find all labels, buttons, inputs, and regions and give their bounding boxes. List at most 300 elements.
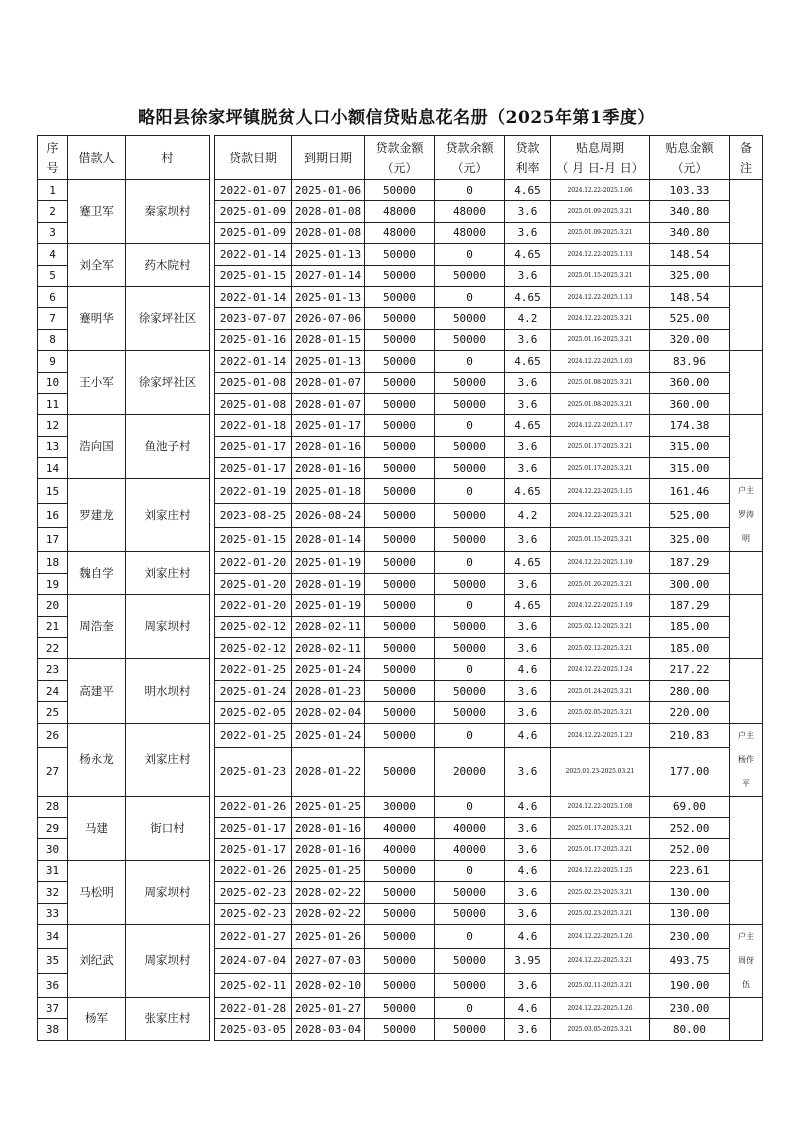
note-cell (730, 723, 763, 796)
loan-date-cell: 2025-02-11 (215, 973, 292, 997)
period-cell: 2024.12.22-2025.3.21 (551, 308, 650, 329)
amount-cell: 50000 (365, 372, 435, 393)
due-date-cell: 2025-01-25 (292, 796, 365, 817)
seq-cell: 16 (38, 503, 68, 527)
amount-cell: 50000 (365, 436, 435, 457)
subsidy-cell: 130.00 (650, 903, 730, 924)
balance-cell: 50000 (435, 573, 505, 594)
amount-cell: 50000 (365, 573, 435, 594)
village-cell: 鱼池子村 (126, 415, 210, 479)
loan-date-cell: 2025-01-15 (215, 528, 292, 552)
balance-cell: 50000 (435, 882, 505, 903)
amount-cell: 48000 (365, 201, 435, 222)
seq-cell: 17 (38, 528, 68, 552)
amount-cell: 50000 (365, 949, 435, 973)
subsidy-roster-table (37, 135, 763, 1041)
balance-cell: 0 (435, 723, 505, 748)
loan-date-cell: 2025-01-17 (215, 458, 292, 479)
subsidy-cell: 325.00 (650, 528, 730, 552)
loan-date-cell: 2025-01-09 (215, 222, 292, 243)
table-row (38, 180, 763, 201)
seq-cell: 14 (38, 458, 68, 479)
borrower-cell: 马松明 (68, 860, 126, 924)
loan-date-cell: 2022-01-26 (215, 796, 292, 817)
period-cell: 2024.12.22-2025.1.23 (551, 723, 650, 748)
amount-cell: 50000 (365, 393, 435, 414)
period-cell: 2025.01.17-2025.3.21 (551, 817, 650, 838)
note-cell (730, 286, 763, 350)
seq-cell: 15 (38, 479, 68, 503)
loan-date-cell: 2022-01-20 (215, 595, 292, 616)
amount-cell: 40000 (365, 817, 435, 838)
borrower-cell: 高建平 (68, 659, 126, 723)
seq-cell: 9 (38, 351, 68, 372)
village-cell: 刘家庄村 (126, 723, 210, 796)
header-subsidy: 贴息金额 （元） (650, 136, 730, 180)
amount-cell: 50000 (365, 458, 435, 479)
period-cell: 2025.01.23-2025.03.21 (551, 748, 650, 796)
due-date-cell: 2028-01-14 (292, 528, 365, 552)
rate-cell: 3.6 (505, 817, 551, 838)
rate-cell: 4.2 (505, 308, 551, 329)
period-cell: 2024.12.22-2025.1.15 (551, 479, 650, 503)
rate-cell: 3.6 (505, 201, 551, 222)
note-cell (730, 860, 763, 924)
balance-cell: 50000 (435, 308, 505, 329)
subsidy-cell: 300.00 (650, 573, 730, 594)
subsidy-cell: 148.54 (650, 286, 730, 307)
balance-cell: 50000 (435, 638, 505, 659)
village-cell: 刘家庄村 (126, 552, 210, 595)
subsidy-cell: 325.00 (650, 265, 730, 286)
balance-cell: 0 (435, 860, 505, 881)
balance-cell: 0 (435, 180, 505, 201)
rate-cell: 4.65 (505, 180, 551, 201)
header-village: 村 (126, 136, 210, 180)
due-date-cell: 2028-01-16 (292, 839, 365, 860)
seq-cell: 20 (38, 595, 68, 616)
due-date-cell: 2025-01-24 (292, 723, 365, 748)
village-cell: 周家坝村 (126, 860, 210, 924)
table-row (38, 595, 763, 616)
table-row (38, 286, 763, 307)
seq-cell: 13 (38, 436, 68, 457)
note-line: 明 (742, 534, 750, 544)
loan-date-cell: 2025-03-05 (215, 1019, 292, 1040)
subsidy-cell: 230.00 (650, 997, 730, 1018)
due-date-cell: 2025-01-19 (292, 552, 365, 573)
subsidy-cell: 210.83 (650, 723, 730, 748)
loan-date-cell: 2025-02-23 (215, 903, 292, 924)
amount-cell: 40000 (365, 839, 435, 860)
period-cell: 2024.12.22-2025.1.26 (551, 924, 650, 948)
period-cell: 2025.02.12-2025.3.21 (551, 616, 650, 637)
due-date-cell: 2026-07-06 (292, 308, 365, 329)
village-cell: 徐家坪社区 (126, 351, 210, 415)
amount-cell: 50000 (365, 659, 435, 680)
seq-cell: 31 (38, 860, 68, 881)
balance-cell: 0 (435, 286, 505, 307)
period-cell: 2025.01.15-2025.3.21 (551, 528, 650, 552)
seq-cell: 35 (38, 949, 68, 973)
loan-date-cell: 2022-01-14 (215, 351, 292, 372)
seq-cell: 26 (38, 723, 68, 748)
due-date-cell: 2028-01-15 (292, 329, 365, 350)
subsidy-cell: 69.00 (650, 796, 730, 817)
due-date-cell: 2028-01-08 (292, 201, 365, 222)
seq-cell: 24 (38, 680, 68, 701)
loan-date-cell: 2022-01-20 (215, 552, 292, 573)
due-date-cell: 2028-03-04 (292, 1019, 365, 1040)
village-cell: 街口村 (126, 796, 210, 860)
loan-date-cell: 2025-02-05 (215, 702, 292, 723)
rate-cell: 4.65 (505, 479, 551, 503)
balance-cell: 50000 (435, 680, 505, 701)
seq-cell: 10 (38, 372, 68, 393)
period-cell: 2025.01.15-2025.3.21 (551, 265, 650, 286)
balance-cell: 50000 (435, 702, 505, 723)
balance-cell: 0 (435, 997, 505, 1018)
note-line: 户主 (738, 931, 754, 941)
rate-cell: 3.6 (505, 329, 551, 350)
period-cell: 2024.12.22-2025.1.08 (551, 796, 650, 817)
balance-cell: 40000 (435, 817, 505, 838)
rate-cell: 4.65 (505, 351, 551, 372)
rate-cell: 3.6 (505, 748, 551, 796)
due-date-cell: 2028-02-04 (292, 702, 365, 723)
period-cell: 2025.01.20-2025.3.21 (551, 573, 650, 594)
seq-cell: 30 (38, 839, 68, 860)
loan-date-cell: 2022-01-27 (215, 924, 292, 948)
period-cell: 2025.01.17-2025.3.21 (551, 458, 650, 479)
borrower-cell: 王小军 (68, 351, 126, 415)
borrower-cell: 蹇明华 (68, 286, 126, 350)
due-date-cell: 2028-01-08 (292, 222, 365, 243)
rate-cell: 3.6 (505, 839, 551, 860)
rate-cell: 3.6 (505, 702, 551, 723)
header-rate: 贷款 利率 (505, 136, 551, 180)
table-row (38, 552, 763, 573)
balance-cell: 0 (435, 552, 505, 573)
roster-body (38, 180, 763, 1041)
period-cell: 2024.12.22-2025.1.19 (551, 595, 650, 616)
borrower-cell: 刘全军 (68, 244, 126, 287)
village-cell: 周家坝村 (126, 924, 210, 997)
borrower-cell: 蹇卫军 (68, 180, 126, 244)
subsidy-cell: 340.80 (650, 222, 730, 243)
village-cell: 药木院村 (126, 244, 210, 287)
period-cell: 2024.12.22-2025.1.24 (551, 659, 650, 680)
loan-date-cell: 2025-01-17 (215, 817, 292, 838)
seq-cell: 34 (38, 924, 68, 948)
due-date-cell: 2025-01-25 (292, 860, 365, 881)
rate-cell: 4.65 (505, 244, 551, 265)
seq-cell: 6 (38, 286, 68, 307)
rate-cell: 3.95 (505, 949, 551, 973)
seq-cell: 3 (38, 222, 68, 243)
amount-cell: 50000 (365, 882, 435, 903)
amount-cell: 50000 (365, 180, 435, 201)
subsidy-cell: 187.29 (650, 595, 730, 616)
subsidy-cell: 161.46 (650, 479, 730, 503)
table-row (38, 997, 763, 1018)
rate-cell: 4.6 (505, 659, 551, 680)
period-cell: 2025.02.12-2025.3.21 (551, 638, 650, 659)
due-date-cell: 2028-01-23 (292, 680, 365, 701)
note-cell (730, 552, 763, 595)
balance-cell: 50000 (435, 372, 505, 393)
seq-cell: 27 (38, 748, 68, 796)
period-cell: 2024.12.22-2025.1.25 (551, 860, 650, 881)
due-date-cell: 2028-01-16 (292, 436, 365, 457)
note-line: 周伢 (738, 955, 754, 965)
header-period: 贴息周期 （ 月 日-月 日） (551, 136, 650, 180)
subsidy-cell: 315.00 (650, 458, 730, 479)
subsidy-cell: 493.75 (650, 949, 730, 973)
amount-cell: 50000 (365, 860, 435, 881)
balance-cell: 50000 (435, 616, 505, 637)
balance-cell: 50000 (435, 329, 505, 350)
note-line: 平 (742, 778, 750, 788)
rate-cell: 3.6 (505, 882, 551, 903)
period-cell: 2025.01.08-2025.3.21 (551, 393, 650, 414)
subsidy-cell: 252.00 (650, 817, 730, 838)
period-cell: 2024.12.22-2025.1.06 (551, 180, 650, 201)
note-line: 杨作 (738, 754, 754, 764)
subsidy-cell: 525.00 (650, 503, 730, 527)
period-cell: 2024.12.22-2025.3.21 (551, 949, 650, 973)
note-cell (730, 924, 763, 997)
note-line: 罗涛 (738, 510, 754, 520)
due-date-cell: 2025-01-13 (292, 286, 365, 307)
due-date-cell: 2026-08-24 (292, 503, 365, 527)
balance-cell: 48000 (435, 222, 505, 243)
rate-cell: 3.6 (505, 616, 551, 637)
due-date-cell: 2025-01-17 (292, 415, 365, 436)
rate-cell: 3.6 (505, 436, 551, 457)
amount-cell: 50000 (365, 595, 435, 616)
subsidy-cell: 360.00 (650, 393, 730, 414)
subsidy-cell: 148.54 (650, 244, 730, 265)
village-cell: 张家庄村 (126, 997, 210, 1040)
seq-cell: 38 (38, 1019, 68, 1040)
amount-cell: 50000 (365, 638, 435, 659)
village-cell: 明水坝村 (126, 659, 210, 723)
amount-cell: 50000 (365, 286, 435, 307)
header-note: 备 注 (730, 136, 763, 180)
due-date-cell: 2025-01-27 (292, 997, 365, 1018)
seq-cell: 28 (38, 796, 68, 817)
loan-date-cell: 2023-08-25 (215, 503, 292, 527)
loan-date-cell: 2022-01-14 (215, 244, 292, 265)
due-date-cell: 2025-01-26 (292, 924, 365, 948)
loan-date-cell: 2022-01-07 (215, 180, 292, 201)
subsidy-cell: 360.00 (650, 372, 730, 393)
balance-cell: 20000 (435, 748, 505, 796)
amount-cell: 50000 (365, 997, 435, 1018)
rate-cell: 4.6 (505, 924, 551, 948)
loan-date-cell: 2025-01-16 (215, 329, 292, 350)
amount-cell: 50000 (365, 748, 435, 796)
period-cell: 2024.12.22-2025.1.17 (551, 415, 650, 436)
rate-cell: 3.6 (505, 528, 551, 552)
loan-date-cell: 2023-07-07 (215, 308, 292, 329)
header-borrower: 借款人 (68, 136, 126, 180)
rate-cell: 3.6 (505, 573, 551, 594)
amount-cell: 50000 (365, 329, 435, 350)
period-cell: 2024.12.22-2025.1.13 (551, 286, 650, 307)
rate-cell: 3.6 (505, 393, 551, 414)
note-cell (730, 659, 763, 723)
due-date-cell: 2025-01-13 (292, 244, 365, 265)
borrower-cell: 罗建龙 (68, 479, 126, 552)
due-date-cell: 2028-01-16 (292, 817, 365, 838)
seq-cell: 25 (38, 702, 68, 723)
amount-cell: 50000 (365, 528, 435, 552)
rate-cell: 3.6 (505, 222, 551, 243)
subsidy-cell: 252.00 (650, 839, 730, 860)
loan-date-cell: 2022-01-26 (215, 860, 292, 881)
subsidy-cell: 130.00 (650, 882, 730, 903)
amount-cell: 50000 (365, 503, 435, 527)
loan-date-cell: 2024-07-04 (215, 949, 292, 973)
table-row (38, 924, 763, 948)
balance-cell: 0 (435, 796, 505, 817)
amount-cell: 50000 (365, 973, 435, 997)
seq-cell: 36 (38, 973, 68, 997)
amount-cell: 30000 (365, 796, 435, 817)
loan-date-cell: 2025-01-24 (215, 680, 292, 701)
note-cell (730, 997, 763, 1040)
amount-cell: 50000 (365, 351, 435, 372)
village-cell: 周家坝村 (126, 595, 210, 659)
amount-cell: 50000 (365, 1019, 435, 1040)
seq-cell: 22 (38, 638, 68, 659)
balance-cell: 50000 (435, 436, 505, 457)
balance-cell: 50000 (435, 528, 505, 552)
table-row (38, 479, 763, 503)
due-date-cell: 2028-01-07 (292, 393, 365, 414)
amount-cell: 50000 (365, 308, 435, 329)
loan-date-cell: 2025-01-15 (215, 265, 292, 286)
period-cell: 2025.01.17-2025.3.21 (551, 436, 650, 457)
seq-cell: 2 (38, 201, 68, 222)
loan-date-cell: 2025-02-23 (215, 882, 292, 903)
seq-cell: 12 (38, 415, 68, 436)
subsidy-cell: 525.00 (650, 308, 730, 329)
rate-cell: 3.6 (505, 1019, 551, 1040)
borrower-cell: 杨军 (68, 997, 126, 1040)
period-cell: 2024.12.22-2025.3.21 (551, 503, 650, 527)
rate-cell: 3.6 (505, 372, 551, 393)
borrower-cell: 马建 (68, 796, 126, 860)
table-row (38, 351, 763, 372)
balance-cell: 0 (435, 924, 505, 948)
seq-cell: 19 (38, 573, 68, 594)
due-date-cell: 2025-01-06 (292, 180, 365, 201)
amount-cell: 50000 (365, 616, 435, 637)
loan-date-cell: 2025-01-17 (215, 436, 292, 457)
balance-cell: 0 (435, 244, 505, 265)
period-cell: 2025.02.05-2025.3.21 (551, 702, 650, 723)
balance-cell: 0 (435, 351, 505, 372)
loan-date-cell: 2025-01-17 (215, 839, 292, 860)
balance-cell: 50000 (435, 949, 505, 973)
subsidy-cell: 185.00 (650, 616, 730, 637)
loan-date-cell: 2025-01-08 (215, 393, 292, 414)
balance-cell: 0 (435, 595, 505, 616)
subsidy-cell: 220.00 (650, 702, 730, 723)
borrower-cell: 杨永龙 (68, 723, 126, 796)
seq-cell: 37 (38, 997, 68, 1018)
borrower-cell: 浩向国 (68, 415, 126, 479)
loan-date-cell: 2022-01-28 (215, 997, 292, 1018)
amount-cell: 50000 (365, 415, 435, 436)
rate-cell: 4.6 (505, 796, 551, 817)
subsidy-cell: 190.00 (650, 973, 730, 997)
due-date-cell: 2028-02-11 (292, 616, 365, 637)
subsidy-cell: 280.00 (650, 680, 730, 701)
balance-cell: 40000 (435, 839, 505, 860)
seq-cell: 7 (38, 308, 68, 329)
seq-cell: 23 (38, 659, 68, 680)
due-date-cell: 2028-01-07 (292, 372, 365, 393)
period-cell: 2025.01.09-2025.3.21 (551, 222, 650, 243)
due-date-cell: 2028-01-22 (292, 748, 365, 796)
balance-cell: 50000 (435, 265, 505, 286)
header-loan-date: 贷款日期 (215, 136, 292, 180)
period-cell: 2025.02.11-2025.3.21 (551, 973, 650, 997)
table-row (38, 415, 763, 436)
note-cell (730, 180, 763, 244)
due-date-cell: 2028-02-22 (292, 882, 365, 903)
page-title: 略阳县徐家坪镇脱贫人口小额信贷贴息花名册（2025年第1季度） (138, 108, 655, 128)
loan-date-cell: 2025-01-09 (215, 201, 292, 222)
loan-date-cell: 2022-01-14 (215, 286, 292, 307)
subsidy-cell: 83.96 (650, 351, 730, 372)
amount-cell: 50000 (365, 903, 435, 924)
amount-cell: 50000 (365, 702, 435, 723)
rate-cell: 4.65 (505, 415, 551, 436)
amount-cell: 50000 (365, 924, 435, 948)
rate-cell: 4.6 (505, 860, 551, 881)
due-date-cell: 2028-02-11 (292, 638, 365, 659)
subsidy-cell: 223.61 (650, 860, 730, 881)
rate-cell: 4.65 (505, 595, 551, 616)
balance-cell: 50000 (435, 973, 505, 997)
due-date-cell: 2027-01-14 (292, 265, 365, 286)
rate-cell: 3.6 (505, 903, 551, 924)
amount-cell: 50000 (365, 265, 435, 286)
due-date-cell: 2028-01-16 (292, 458, 365, 479)
subsidy-cell: 340.80 (650, 201, 730, 222)
subsidy-cell: 187.29 (650, 552, 730, 573)
note-cell (730, 244, 763, 287)
loan-date-cell: 2022-01-19 (215, 479, 292, 503)
village-cell: 秦家坝村 (126, 180, 210, 244)
table-row (38, 659, 763, 680)
balance-cell: 50000 (435, 503, 505, 527)
balance-cell: 0 (435, 659, 505, 680)
period-cell: 2024.12.22-2025.1.03 (551, 351, 650, 372)
note-cell (730, 415, 763, 479)
amount-cell: 50000 (365, 244, 435, 265)
period-cell: 2025.02.23-2025.3.21 (551, 903, 650, 924)
amount-cell: 50000 (365, 552, 435, 573)
subsidy-cell: 185.00 (650, 638, 730, 659)
seq-cell: 8 (38, 329, 68, 350)
period-cell: 2025.01.16-2025.3.21 (551, 329, 650, 350)
